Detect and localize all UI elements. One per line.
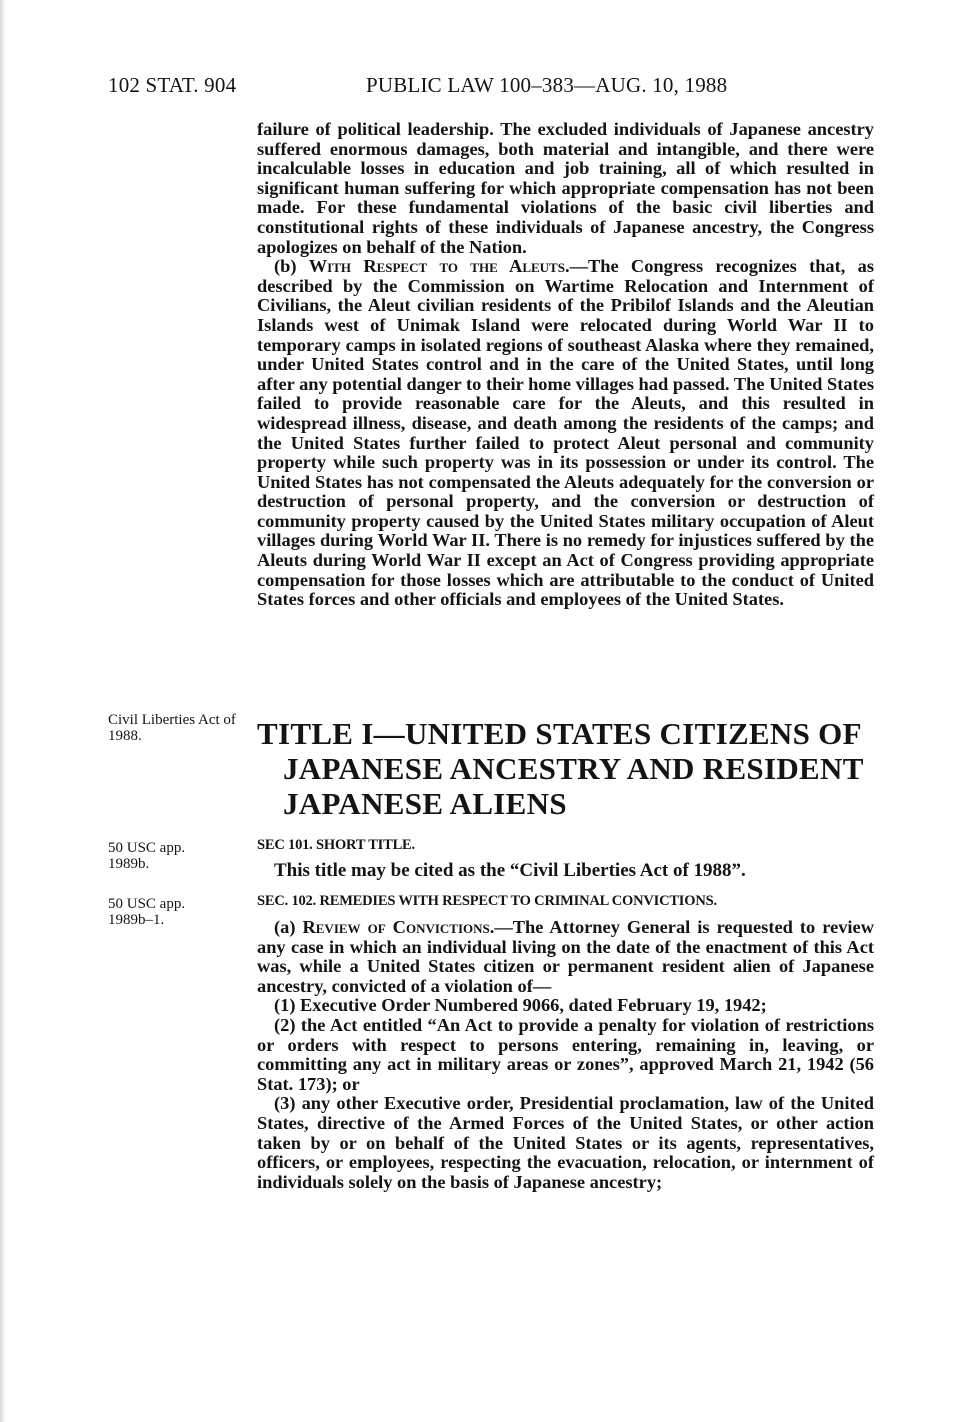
section-101-text: This title may be cited as the “Civil Liberties Act of 1988”. <box>274 860 746 881</box>
subsection-a-label: (a) <box>274 917 303 937</box>
list-item-1: (1) Executive Order Numbered 9066, dated February 19, 1942; <box>274 995 767 1016</box>
intro-paragraph: failure of political leadership. The excluded individuals of Japanese ancestry suffered enormous damages, both material and intangible, and there were incalculable losses in education and job training, all of which resulted in significant human suffering for which appropriate compensation has not been made. For these fundamental violations of the basic civil liberties and constitutional rights of these individuals of Japanese ancestry, the Congress apologizes on behalf of the Nation. <box>257 119 874 257</box>
subsection-a-text: .—The Attorney General is requested to review any case in which an individual living on the date of the enactment of this Act was, while a United States citizen or permanent resident alien of Japanese ancestry, convicted of a violation of— <box>257 917 874 996</box>
section-101-heading: SEC 101. SHORT TITLE. <box>257 837 415 853</box>
findings-text-block <box>257 120 874 610</box>
margin-note-civil-liberties: Civil Liberties Act of 1988. <box>108 712 236 744</box>
subsection-b-paragraph <box>257 257 874 610</box>
subsection-b-heading: With Respect to the Aleuts <box>308 256 565 277</box>
running-head <box>108 73 878 103</box>
title-heading-line-1: TITLE I—UNITED STATES CITIZENS OF <box>257 716 862 751</box>
title-heading <box>257 716 874 821</box>
section-102-heading: SEC. 102. REMEDIES WITH RESPECT TO CRIMINAL CONVICTIONS. <box>257 893 717 909</box>
list-item-3: (3) any other Executive order, Presidential proclamation, law of the United States, directive of the Armed Forces of the United States, or other action taken by or on behalf of the United States or its agents, representatives, officers, or employees, respecting the evacuation, relocation, or internment of individuals solely on the basis of Japanese ancestry; <box>257 1093 874 1192</box>
subsection-a-heading: Review of Convictions <box>302 917 490 937</box>
subsection-a-paragraph <box>257 918 874 996</box>
margin-note-usc-102: 50 USC app. 1989b–1. <box>108 896 186 928</box>
page-reference: 102 STAT. 904 <box>108 73 237 97</box>
title-heading-line-3: JAPANESE ALIENS <box>283 786 567 821</box>
subsection-b-text: .—The Congress recognizes that, as described by the Commission on Wartime Relocation and Internment of Civilians, the Aleut civilian residents of the Pribilof Islands and the Aleutian Islands west of Unimak Island were relocated during World War II to temporary camps in isolated regions of southeast Alaska where they remained, under United States control and in the care of the United States, until long after any potential danger to their home villages had passed. The United States failed to provide reasonable care for the Aleuts, and this resulted in widespread illness, disease, and death among the residents of the camps; and the United States further failed to protect Aleut personal and community property while such property was in its possession or under its control. The United States has not compensated the Aleuts adequately for the conversion or destruction of personal property, and the conversion or destruction of community property caused by the United States military occupation of Aleut villages during World War II. There is no remedy for injustices suffered by the Aleuts during World War II except an Act of Congress providing appropriate compensation for those losses which are attributable to the conduct of United States forces and other officials and employees of the United States. <box>257 256 875 610</box>
margin-note-usc-101: 50 USC app. 1989b. <box>108 840 186 872</box>
section-102-text-block <box>257 918 874 1192</box>
subsection-b-label: (b) <box>274 256 309 277</box>
title-heading-line-2: JAPANESE ANCESTRY AND RESIDENT <box>283 751 864 786</box>
public-law-reference: PUBLIC LAW 100–383—AUG. 10, 1988 <box>366 73 728 97</box>
section-101-text-block <box>257 861 874 881</box>
list-item-2: (2) the Act entitled “An Act to provide a penalty for violation of restrictions or orders with respect to persons entering, remaining in, leaving, or committing any act in military areas or zones”, approved March 21, 1942 (56 Stat. 173); or <box>257 1014 874 1094</box>
page-edge-shadow <box>0 0 6 1422</box>
